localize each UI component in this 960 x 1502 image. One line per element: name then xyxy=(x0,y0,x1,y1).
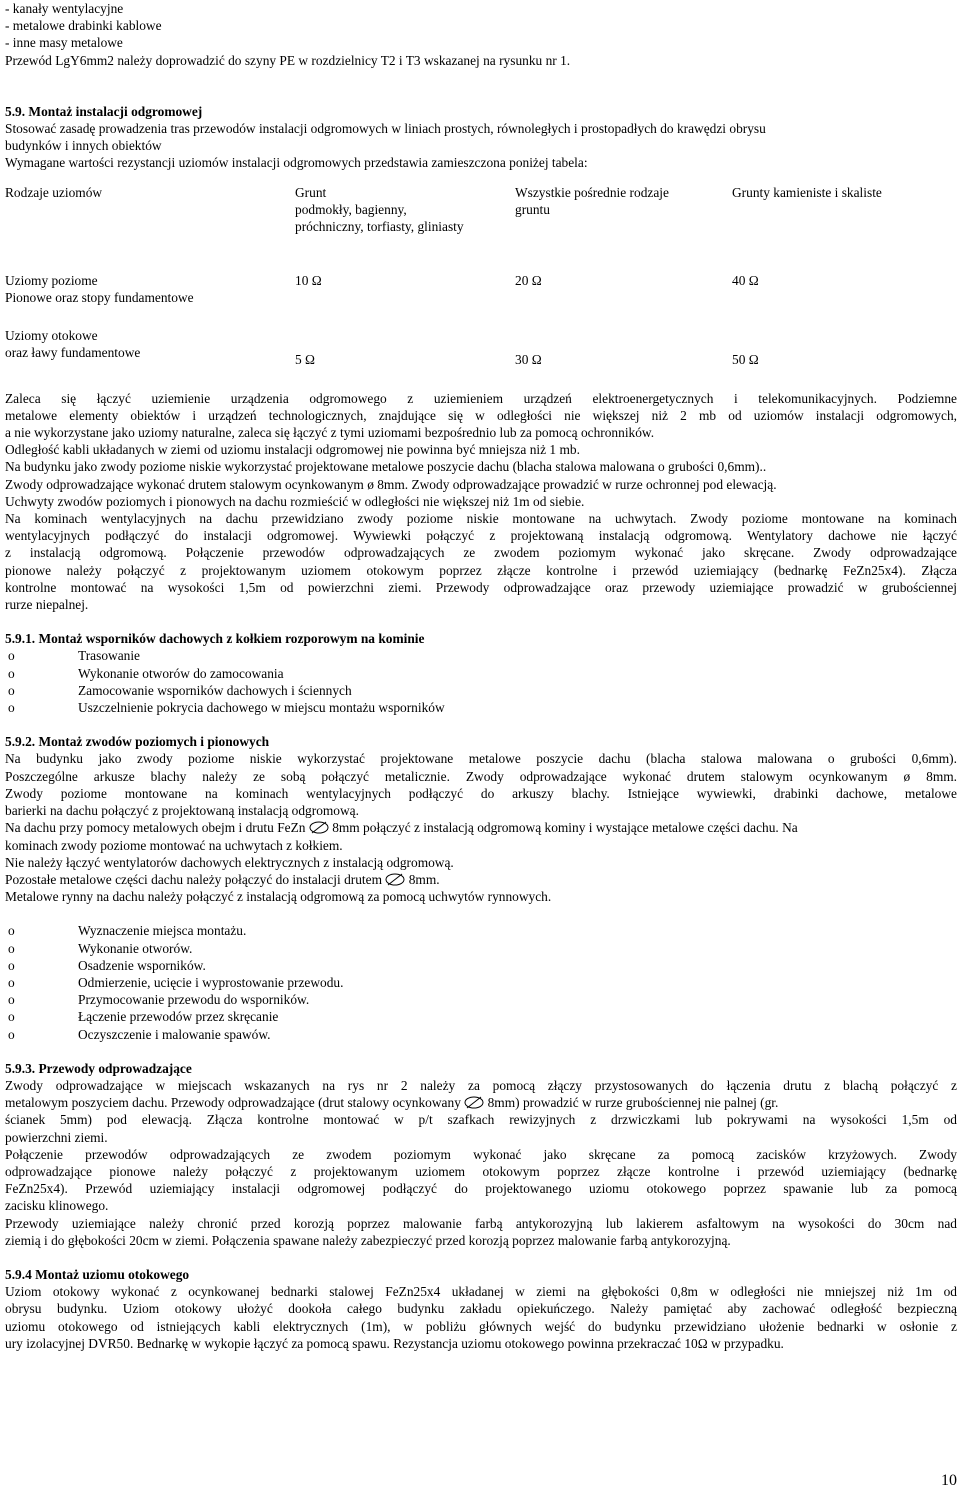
paragraph-line: budynków i innych obiektów xyxy=(5,138,162,154)
table-cell: 40 Ω xyxy=(732,272,759,288)
list-item: o Przymocowanie przewodu do wsporników. xyxy=(8,992,310,1008)
diameter-icon xyxy=(385,873,405,886)
paragraph-line: a nie wykorzystane jako uziomy naturalne, zaleca się łączyć z tymi uziomami bezpośrednio lub za pomocą ochronników. xyxy=(5,425,655,441)
paragraph-line: Zwody odprowadzające w miejscach wskazanych na rys nr 2 należy za pomocą złączy przystosowanych do łączenia drutu z blachą połączyć z xyxy=(5,1077,957,1093)
paragraph-line: Odległość kabli układanych w ziemi od uziomu instalacji odgromowej nie powinna być mniejsza niż 1 mb. xyxy=(5,442,580,458)
table-cell: Uziomy otokowe oraz ławy fundamentowe xyxy=(5,327,141,360)
table-cell: Uziomy poziome Pionowe oraz stopy fundamentowe xyxy=(5,272,194,305)
paragraph-line: Pozostałe metalowe części dachu należy połączyć do instalacji drutem 8mm. xyxy=(5,871,440,887)
document-page xyxy=(5,0,957,1352)
paragraph-line: odprowadzające pionowe należy połączyć z projektowanym uziomem otokowym poprzez złącze kontrolne i przewód uziemiający (bednarkę xyxy=(5,1163,957,1179)
paragraph-line: z instalacją odgromową. Połączenie przewodów odprowadzających ze zwodem poziomym wykonać jako skręcane. Zwody odprowadzające xyxy=(5,545,957,561)
header-cell: Grunty kamieniste i skaliste xyxy=(732,184,882,200)
table-cell: 30 Ω xyxy=(515,352,542,368)
list-item: o Wykonanie otworów. xyxy=(8,940,193,956)
intro-item: - metalowe drabinki kablowe xyxy=(5,18,162,34)
paragraph-line: Wymagane wartości rezystancji uziomów instalacji odgromowych przedstawia zamieszczona poniżej tabela: xyxy=(5,155,588,171)
body-paragraph xyxy=(5,390,957,614)
table-cell: 5 Ω xyxy=(295,352,315,368)
list-item: o Łączenie przewodów przez skręcanie xyxy=(8,1009,279,1025)
header-cell: Wszystkie pośrednie rodzaje gruntu xyxy=(515,184,669,217)
diameter-icon xyxy=(464,1096,484,1109)
table-header-row xyxy=(5,184,957,272)
paragraph-line: rurze niepalnej. xyxy=(5,597,89,613)
intro-item: - inne masy metalowe xyxy=(5,35,123,51)
header-cell: Grunt podmokły, bagienny, próchniczny, torfiasty, gliniasty xyxy=(295,184,464,235)
paragraph-line: uziomu otokowego od istniejących kabli elektrycznych (1m), w pobliżu głównych wejść do budynku przewidziano ułożenie bednarki w osłonie z xyxy=(5,1318,957,1334)
paragraph-line: Poszczególne arkusze blachy należy ze sobą połączyć metalicznie. Zwody odprowadzające wykonać drutem stalowym ocynkowanym ø 8mm. xyxy=(5,768,957,784)
list-item: o Osadzenie wsporników. xyxy=(8,957,206,973)
paragraph-line: Na dachu przy pomocy metalowych obejm i drutu FeZn 8mm połączyć z instalacją odgromową kominy i wystające metalowe części dachu. Na xyxy=(5,820,798,836)
diameter-icon xyxy=(309,821,329,834)
table-cell: 10 Ω xyxy=(295,272,322,288)
paragraph-line: kontrolne montować na wysokości 1,5m od powierzchni ziemi. Przewody odprowadzające oraz przewody uziemiające prowadzić w grubościennej xyxy=(5,579,957,595)
paragraph-line: powierzchni ziemi. xyxy=(5,1129,108,1145)
list-item: o Zamocowanie wsporników dachowych i ściennych xyxy=(8,682,352,698)
section-5-9-4-heading: 5.9.4 Montaż uziomu otokowego xyxy=(5,1266,190,1282)
paragraph-line: metalowe elementy obiektów i urządzeń technologicznych, znajdujące się w odległości nie większej niż 2 mb od uziomów instalacji odgromowych, xyxy=(5,407,957,423)
paragraph-line: Uchwyty zwodów poziomych i pionowych na dachu rozmieścić w odległości nie większej niż 1m od siebie. xyxy=(5,493,585,509)
intro-item: - kanały wentylacyjne xyxy=(5,1,124,16)
list-item: o Wyznaczenie miejsca montażu. xyxy=(8,923,247,939)
paragraph-line: Uziom otokowy wykonać z ocynkowanej bednarki stalowej FeZn25x4 układanej w ziemi na głębokości 0,8m w odległości nie mniejszej niż 1m od xyxy=(5,1284,957,1300)
list-item: o Wykonanie otworów do zamocowania xyxy=(8,665,284,681)
paragraph-line: pionowe należy połączyć z projektowanym uziomem otokowym poprzez złącze kontrolne i przewód uziemiający (bednarkę FeZn25x4). Złącza xyxy=(5,562,957,578)
table-cell: 50 Ω xyxy=(732,352,759,368)
paragraph-line: ziemią i do głębokości 20cm w ziemi. Połączenia spawane należy zabezpieczyć przed korozją poprzez malowanie farbą antykorozyjną. xyxy=(5,1232,731,1248)
paragraph-line: Przewody uziemiające należy chronić przed korozją poprzez malowanie farbą antykorozyjną lub lakierem asfaltowym na wysokości do 30cm nad xyxy=(5,1215,957,1231)
paragraph-line: Połączenie przewodów odprowadzających ze zwodem poziomym wykonać jako skręcane za pomocą zacisków krzyżowych. Zwody xyxy=(5,1146,957,1162)
section-5-9-heading: 5.9. Montaż instalacji odgromowej xyxy=(5,103,203,119)
list-item: o Oczyszczenie i malowanie spawów. xyxy=(8,1026,271,1042)
paragraph-line: wentylacyjnych podłączyć do instalacji odgromowej. Wywiewki połączyć z projektowaną instalacją odgromową. Wentylatory dachowe nie łączyć xyxy=(5,528,957,544)
section-5-9-1-heading: 5.9.1. Montaż wsporników dachowych z kołkiem rozporowym na kominie xyxy=(5,631,425,647)
paragraph-line: metalowym poszyciem dachu. Przewody odprowadzające (drut stalowy ocynkowany 8mm) prowadzić w rurze grubościennej nie palnej (gr. xyxy=(5,1095,779,1111)
table-row xyxy=(5,327,957,372)
table-cell: 20 Ω xyxy=(515,272,542,288)
page-number: 10 xyxy=(941,1472,957,1489)
section-5-9-2-heading: 5.9.2. Montaż zwodów poziomych i pionowych xyxy=(5,734,270,750)
paragraph-line: obrysu budynku. Uziom otokowy ułożyć dookoła całego budynku zakładu opiekuńczego. Należy pamiętać aby zachować odległość bezpieczną xyxy=(5,1301,957,1317)
resistance-table xyxy=(5,184,957,372)
section-5-9-3-heading: 5.9.3. Przewody odprowadzające xyxy=(5,1060,192,1076)
table-row xyxy=(5,272,957,327)
paragraph-line: Na budynku jako zwody poziome niskie wykorzystać projektowane metalowe poszycie dachu (blacha stalowa malowana o grubości 0,6mm). xyxy=(5,751,957,767)
paragraph-line: zacisku klinowego. xyxy=(5,1198,109,1214)
paragraph-line: Na budynku jako zwody poziome niskie wykorzystać projektowane metalowe poszycie dachu (blacha stalowa malowana o grubości 0,6mm).. xyxy=(5,459,767,475)
paragraph-line: Na kominach wentylacyjnych na dachu przewidziano zwody poziome niskie montowane na uchwytach. Zwody poziome montowane na kominach xyxy=(5,511,957,527)
paragraph-line: Zaleca się łączyć uziemienie urządzenia odgromowego z uziemieniem urządzeń elektroenergetycznych i telekomunikacyjnych. Podziemne xyxy=(5,390,957,406)
list-item: o Odmierzenie, ucięcie i wyprostowanie przewodu. xyxy=(8,974,344,990)
paragraph-line: Zwody odprowadzające wykonać drutem stalowym ocynkowanym ø 8mm. Zwody odprowadzające prowadzić w rurze ochronnej pod elewacją. xyxy=(5,476,777,492)
paragraph-line: Metalowe rynny na dachu należy połączyć z instalacją odgromową za pomocą uchwytów rynnowych. xyxy=(5,889,552,905)
paragraph-line: ury izolacyjnej DVR50. Bednarkę w wykopie łączyć za pomocą spawu. Rezystancja uziomu otokowego powinna przekraczać 10Ω w przypadku. xyxy=(5,1335,784,1351)
bullet-list xyxy=(5,647,957,716)
header-cell: Rodzaje uziomów xyxy=(5,184,103,200)
paragraph-line: FeZn25x4). Przewód uziemiający instalacji odgromowej podłączyć do projektowanego uziomu otokowego poprzez spawanie lub za pomocą xyxy=(5,1181,957,1197)
list-item: o Uszczelnienie pokrycia dachowego w miejscu montażu wsporników xyxy=(8,700,445,716)
paragraph-line: kominach zwody poziome montować na uchwytach z kołkiem. xyxy=(5,837,343,853)
list-item: o Trasowanie xyxy=(8,648,140,664)
paragraph-line: Nie należy łączyć wentylatorów dachowych elektrycznych z instalacją odgromową. xyxy=(5,854,454,870)
paragraph-line: barierki na dachu połączyć z projektowaną instalacją odgromową. xyxy=(5,803,359,819)
paragraph-line: ścianek 5mm) pod elewacją. Złącza kontrolne montować w p/t szafkach rewizyjnych z drzwiczkami lub pokrywami na wysokości 1,5m od xyxy=(5,1112,957,1128)
paragraph-line: Zwody poziome montowane na kominach wentylacyjnych podłączyć do arkuszy blachy. Istniejące wywiewki, drabinki dachowe, metalowe xyxy=(5,785,957,801)
pe-note: Przewód LgY6mm2 należy doprowadzić do szyny PE w rozdzielnicy T2 i T3 wskazanej na rysunku nr 1. xyxy=(5,52,571,68)
paragraph-line: Stosować zasadę prowadzenia tras przewodów instalacji odgromowych w liniach prostych, równoległych i prostopadłych do krawędzi obrysu xyxy=(5,121,766,137)
bullet-list xyxy=(5,922,957,1042)
